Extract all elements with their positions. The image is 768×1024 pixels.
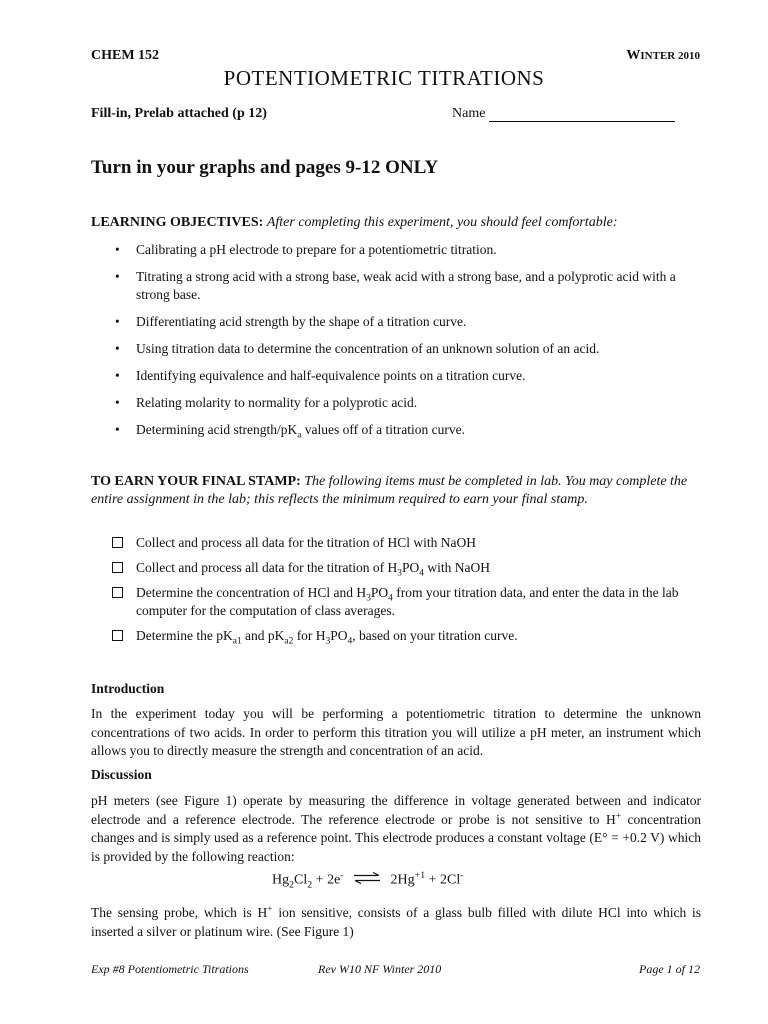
list-item	[91, 340, 703, 358]
learning-objectives-heading	[91, 214, 701, 232]
name-field	[452, 106, 675, 122]
subscript: 4	[388, 593, 393, 604]
subscript: 3	[325, 636, 331, 647]
bullet-icon: •	[115, 314, 120, 329]
objective-text: Relating molarity to normality for a polyprotic acid.	[136, 395, 418, 410]
term-rest: INTER 2010	[640, 50, 700, 62]
checkbox[interactable]	[112, 537, 123, 548]
bullet-icon: •	[115, 395, 120, 410]
equation-text: Cl	[294, 872, 308, 888]
stamp-label: TO EARN YOUR FINAL STAMP:	[91, 474, 301, 489]
superscript: -	[340, 870, 344, 882]
introduction-paragraph: In the experiment today you will be performing a potentiometric titration to determine the unknown concentrations of two acids. In order to perform this titration you will utilize a pH meter, an instrument which allows you to directly measure the strength and concentration of an acid.	[91, 706, 701, 758]
subscript: 2	[307, 879, 313, 891]
bullet-icon: •	[115, 269, 120, 284]
superscript: -	[460, 870, 464, 882]
sensing-text: The sensing probe, which is H	[91, 905, 268, 920]
checklist-text: for H	[293, 628, 326, 643]
checklist-item	[112, 559, 704, 577]
superscript: +	[615, 811, 622, 821]
checklist-text: , based on your titration curve.	[352, 628, 518, 643]
checklist-text: Determine the concentration of HCl and H	[136, 585, 367, 600]
subscript: a1	[232, 636, 242, 647]
term-initial: W	[626, 48, 641, 63]
fill-in-note: Fill-in, Prelab attached (p 12)	[91, 106, 267, 121]
checklist-text: PO	[330, 628, 348, 643]
footer-center: Rev W10 NF Winter 2010	[318, 962, 442, 976]
list-item	[91, 421, 703, 439]
checklist-text: with NaOH	[424, 560, 490, 575]
footer-left: Exp #8 Potentiometric Titrations	[91, 962, 249, 976]
page-title: POTENTIOMETRIC TITRATIONS	[223, 66, 545, 90]
subscript: 3	[366, 593, 371, 604]
list-item	[91, 268, 703, 304]
equation-text: + 2e	[312, 872, 341, 888]
checkbox[interactable]	[112, 630, 123, 641]
subscript: 3	[397, 568, 403, 579]
subscript: a2	[284, 636, 294, 647]
lo-intro: After completing this experiment, you should feel comfortable:	[266, 215, 618, 230]
equation-text: 2Hg	[390, 872, 415, 888]
course-code: CHEM 152	[91, 48, 160, 63]
bullet-icon: •	[115, 368, 120, 383]
checkbox[interactable]	[112, 587, 123, 598]
turn-in-heading: Turn in your graphs and pages 9-12 ONLY	[91, 157, 439, 178]
footer-page-number: Page 1 of 12	[639, 962, 700, 976]
objective-text: Identifying equivalence and half-equivalence points on a titration curve.	[136, 368, 526, 383]
objective-text: Differentiating acid strength by the shape of a titration curve.	[136, 314, 467, 329]
reaction-equation	[272, 872, 464, 889]
objective-text-tail: values off of a titration curve.	[301, 422, 465, 437]
list-item	[91, 241, 703, 259]
final-stamp-heading	[91, 473, 701, 509]
list-item	[91, 313, 703, 331]
subscript: 2	[289, 879, 295, 891]
name-blank-line[interactable]	[489, 107, 675, 122]
name-label: Name	[452, 106, 486, 121]
checklist-text: from your titration data, and enter the data in the lab computer for the computation of class averages.	[136, 585, 679, 618]
sensing-text: ion sensitive, consists of a glass bulb filled with dilute HCl into which is inserted a silver or platinum wire. (See Figure 1)	[91, 905, 701, 939]
discussion-text: pH meters (see Figure 1) operate by measuring the difference in voltage generated between and indicator electrode and a reference electrode. The reference electrode or probe is not sensitive to H	[91, 793, 701, 827]
term-label	[626, 48, 700, 64]
checklist-item	[112, 584, 704, 620]
objective-text: Determining acid strength/pK	[136, 422, 298, 437]
checklist-text: and pK	[241, 628, 285, 643]
list-item	[91, 367, 703, 385]
stamp-intro: The following items must be completed in lab. You may complete the entire assignment in the lab; this reflects the minimum required to earn your final stamp.	[91, 474, 688, 507]
equilibrium-arrow-icon	[353, 872, 381, 889]
subscript: 4	[347, 636, 353, 647]
objective-text: Using titration data to determine the concentration of an unknown solution of an acid.	[136, 341, 600, 356]
equation-text: Hg	[272, 872, 290, 888]
bullet-icon: •	[115, 341, 120, 356]
checklist-item	[112, 627, 704, 645]
list-item	[91, 394, 703, 412]
checklist-text: Determine the pK	[136, 628, 233, 643]
objectives-list	[91, 241, 703, 439]
checklist-text: PO	[370, 585, 389, 600]
checklist-item	[112, 534, 704, 552]
checklist-text: Collect and process all data for the titration of HCl with NaOH	[136, 535, 477, 550]
objectives-list-wrap	[91, 241, 703, 448]
objective-text: Titrating a strong acid with a strong base, weak acid with a strong base, and a polyprotic acid with a strong base.	[136, 269, 676, 302]
discussion-heading: Discussion	[91, 767, 152, 782]
introduction-heading: Introduction	[91, 681, 165, 696]
subscript: 4	[419, 568, 424, 579]
discussion-paragraph	[91, 792, 701, 866]
sensing-probe-paragraph	[91, 904, 701, 941]
lo-label: LEARNING OBJECTIVES:	[91, 215, 264, 230]
bullet-icon: •	[115, 422, 120, 437]
bullet-icon: •	[115, 242, 120, 257]
subscript: a	[297, 430, 302, 441]
checklist-text: Collect and process all data for the titration of H	[136, 560, 398, 575]
discussion-text: concentration changes and is simply used as a reference point. This electrode produces a constant voltage (E° = +0.2 V) which is provided by the following reaction:	[91, 811, 702, 864]
objective-text: Calibrating a pH electrode to prepare for a potentiometric titration.	[136, 242, 497, 257]
checklist-text: PO	[402, 560, 420, 575]
superscript: +1	[414, 870, 426, 882]
checkbox[interactable]	[112, 562, 123, 573]
superscript: +	[267, 904, 273, 915]
equation-text: + 2Cl	[425, 872, 461, 888]
stamp-checklist	[112, 534, 704, 652]
